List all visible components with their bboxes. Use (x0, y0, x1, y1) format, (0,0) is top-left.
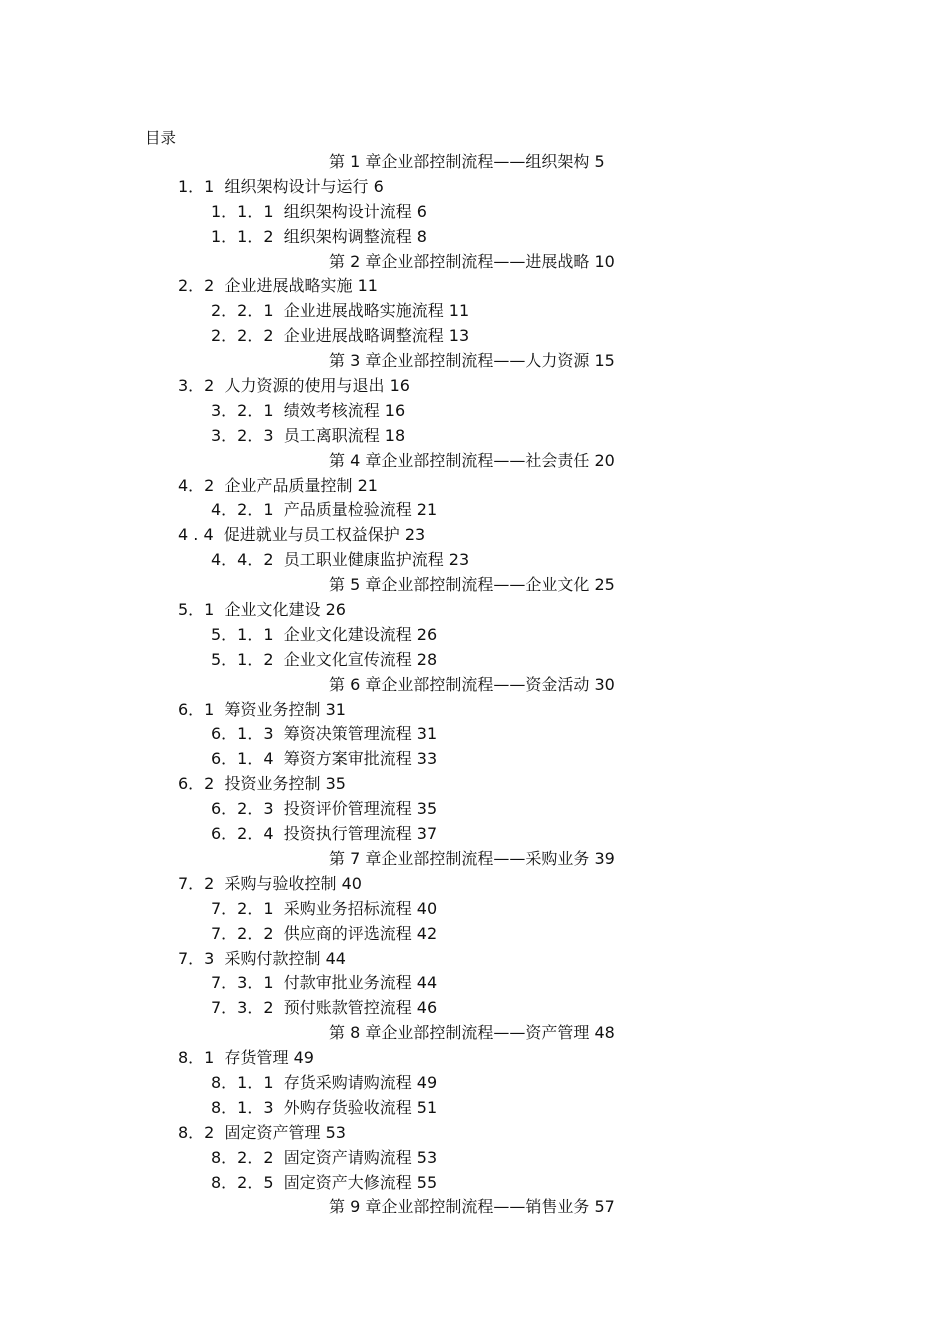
toc-entry-sub: 7．3．1 付款审批业务流程 44 (211, 973, 438, 993)
toc-entry-sub: 6．2．3 投资评价管理流程 35 (211, 799, 438, 819)
toc-entry-sub: 4．4．2 员工职业健康监护流程 23 (211, 550, 470, 570)
toc-entry-sub: 7．2．1 采购业务招标流程 40 (211, 898, 438, 918)
toc-entry-section: 4 . 4 促进就业与员工权益保护 23 (178, 525, 426, 545)
toc-entry-sub: 2．2．1 企业进展战略实施流程 11 (211, 301, 470, 321)
toc-entry-sub: 4．2．1 产品质量检验流程 21 (211, 500, 438, 520)
toc-heading: 目录 (145, 129, 177, 147)
toc-entry-chapter: 第 2 章企业部控制流程——进展战略 10 (329, 251, 615, 271)
toc-entry-chapter: 第 1 章企业部控制流程——组织架构 5 (329, 152, 605, 171)
toc-entry-section: 3．2 人力资源的使用与退出 16 (178, 376, 410, 396)
toc-entry-sub: 8．1．1 存货采购请购流程 49 (211, 1072, 438, 1092)
toc-entry-chapter: 第 9 章企业部控制流程——销售业务 57 (329, 1197, 615, 1217)
toc-entry-sub: 1．1．1 组织架构设计流程 6 (211, 201, 427, 221)
toc-entry-section: 4．2 企业产品质量控制 21 (178, 475, 378, 495)
toc-entry-section: 8．1 存货管理 49 (178, 1048, 314, 1068)
toc-entry-sub: 2．2．2 企业进展战略调整流程 13 (211, 326, 470, 346)
toc-entry-section: 7．2 采购与验收控制 40 (178, 873, 362, 893)
toc-entry-section: 8．2 固定资产管理 53 (178, 1122, 346, 1142)
toc-entry-sub: 3．2．1 绩效考核流程 16 (211, 400, 406, 420)
toc-entry-section: 7．3 采购付款控制 44 (178, 948, 346, 968)
toc-entry-chapter: 第 7 章企业部控制流程——采购业务 39 (329, 848, 615, 868)
toc-entry-chapter: 第 8 章企业部控制流程——资产管理 48 (329, 1023, 615, 1043)
toc-entry-sub: 5．1．2 企业文化宣传流程 28 (211, 649, 438, 669)
toc-entry-sub: 5．1．1 企业文化建设流程 26 (211, 624, 438, 644)
toc-entry-sub: 3．2．3 员工离职流程 18 (211, 425, 406, 445)
toc-entry-sub: 7．3．2 预付账款管控流程 46 (211, 998, 438, 1018)
toc-entry-section: 6．1 筹资业务控制 31 (178, 699, 346, 719)
toc-entry-chapter: 第 3 章企业部控制流程——人力资源 15 (329, 351, 615, 371)
toc-entry-sub: 8．1．3 外购存货验收流程 51 (211, 1097, 438, 1117)
toc-entry-sub: 6．2．4 投资执行管理流程 37 (211, 824, 438, 844)
toc-entry-sub: 1．1．2 组织架构调整流程 8 (211, 226, 427, 246)
toc-entry-sub: 7．2．2 供应商的评选流程 42 (211, 923, 438, 943)
toc-entry-chapter: 第 4 章企业部控制流程——社会责任 20 (329, 450, 615, 470)
toc-entry-sub: 6．1．3 筹资决策管理流程 31 (211, 724, 438, 744)
toc-entry-section: 2．2 企业进展战略实施 11 (178, 276, 378, 296)
toc-entry-section: 6．2 投资业务控制 35 (178, 774, 346, 794)
toc-entry-sub: 8．2．5 固定资产大修流程 55 (211, 1172, 438, 1192)
table-of-contents (0, 150, 950, 1220)
toc-entry-chapter: 第 6 章企业部控制流程——资金活动 30 (329, 674, 615, 694)
toc-entry-sub: 8．2．2 固定资产请购流程 53 (211, 1147, 438, 1167)
toc-entry-section: 5．1 企业文化建设 26 (178, 600, 346, 620)
toc-entry-sub: 6．1．4 筹资方案审批流程 33 (211, 749, 438, 769)
toc-entry-chapter: 第 5 章企业部控制流程——企业文化 25 (329, 575, 615, 595)
toc-entry-section: 1．1 组织架构设计与运行 6 (178, 176, 384, 196)
